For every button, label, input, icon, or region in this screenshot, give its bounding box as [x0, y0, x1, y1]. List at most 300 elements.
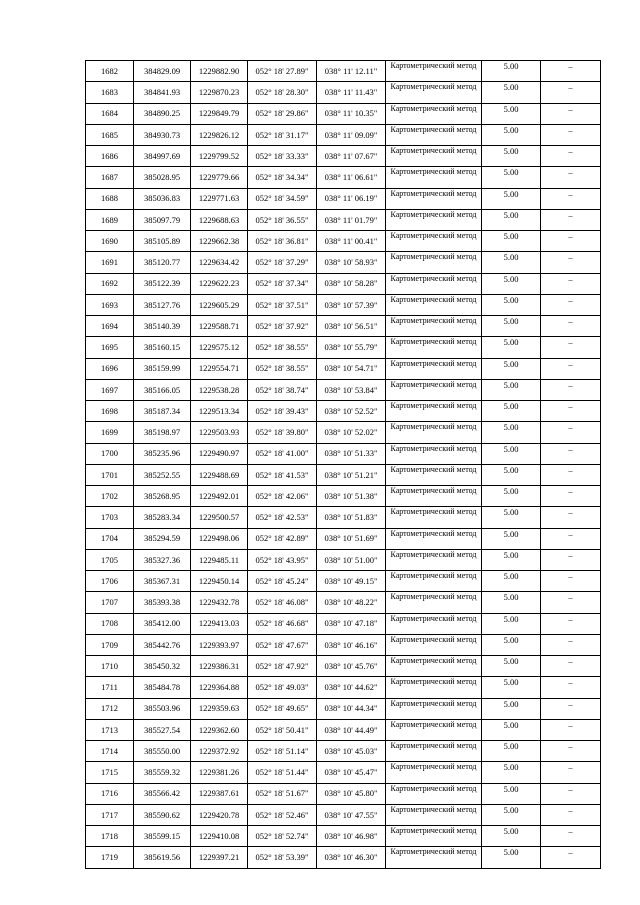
point-number-cell: 1711 [86, 677, 134, 698]
accuracy-cell: 5.00 [482, 464, 541, 485]
method-cell: Картометрический метод [386, 571, 482, 592]
latitude-cell: 052° 18' 27.89" [248, 61, 317, 82]
table-row [86, 443, 601, 464]
latitude-cell: 052° 18' 38.74" [248, 379, 317, 400]
latitude-cell: 052° 18' 42.89" [248, 528, 317, 549]
latitude-cell: 052° 18' 38.55" [248, 337, 317, 358]
longitude-cell: 038° 10' 57.39" [317, 294, 386, 315]
table-row [86, 252, 601, 273]
extra-cell: – [541, 103, 601, 124]
longitude-cell: 038° 10' 56.51" [317, 316, 386, 337]
y-coordinate-cell: 1229513.34 [191, 401, 248, 422]
table-row [86, 316, 601, 337]
x-coordinate-cell: 385450.32 [134, 656, 191, 677]
latitude-cell: 052° 18' 39.43" [248, 401, 317, 422]
y-coordinate-cell: 1229485.11 [191, 549, 248, 570]
accuracy-cell: 5.00 [482, 634, 541, 655]
method-cell: Картометрический метод [386, 103, 482, 124]
accuracy-cell: 5.00 [482, 613, 541, 634]
point-number-cell: 1687 [86, 167, 134, 188]
latitude-cell: 052° 18' 53.39" [248, 847, 317, 868]
point-number-cell: 1689 [86, 209, 134, 230]
method-cell: Картометрический метод [386, 783, 482, 804]
y-coordinate-cell: 1229490.97 [191, 443, 248, 464]
method-cell: Картометрический метод [386, 698, 482, 719]
longitude-cell: 038° 10' 54.71" [317, 358, 386, 379]
method-cell: Картометрический метод [386, 422, 482, 443]
longitude-cell: 038° 10' 46.30" [317, 847, 386, 868]
point-number-cell: 1701 [86, 464, 134, 485]
y-coordinate-cell: 1229575.12 [191, 337, 248, 358]
latitude-cell: 052° 18' 51.44" [248, 762, 317, 783]
point-number-cell: 1710 [86, 656, 134, 677]
method-cell: Картометрический метод [386, 61, 482, 82]
y-coordinate-cell: 1229503.93 [191, 422, 248, 443]
y-coordinate-cell: 1229492.01 [191, 486, 248, 507]
extra-cell: – [541, 82, 601, 103]
y-coordinate-cell: 1229588.71 [191, 316, 248, 337]
latitude-cell: 052° 18' 41.53" [248, 464, 317, 485]
longitude-cell: 038° 10' 47.18" [317, 613, 386, 634]
x-coordinate-cell: 385127.76 [134, 294, 191, 315]
method-cell: Картометрический метод [386, 358, 482, 379]
x-coordinate-cell: 385412.00 [134, 613, 191, 634]
latitude-cell: 052° 18' 45.24" [248, 571, 317, 592]
y-coordinate-cell: 1229450.14 [191, 571, 248, 592]
point-number-cell: 1709 [86, 634, 134, 655]
x-coordinate-cell: 384841.93 [134, 82, 191, 103]
longitude-cell: 038° 11' 10.35" [317, 103, 386, 124]
accuracy-cell: 5.00 [482, 783, 541, 804]
extra-cell: – [541, 337, 601, 358]
table-row [86, 379, 601, 400]
y-coordinate-cell: 1229849.79 [191, 103, 248, 124]
extra-cell: – [541, 741, 601, 762]
extra-cell: – [541, 677, 601, 698]
accuracy-cell: 5.00 [482, 209, 541, 230]
point-number-cell: 1685 [86, 124, 134, 145]
latitude-cell: 052° 18' 43.95" [248, 549, 317, 570]
x-coordinate-cell: 385160.15 [134, 337, 191, 358]
latitude-cell: 052° 18' 37.92" [248, 316, 317, 337]
point-number-cell: 1702 [86, 486, 134, 507]
latitude-cell: 052° 18' 51.14" [248, 741, 317, 762]
table-row [86, 124, 601, 145]
point-number-cell: 1688 [86, 188, 134, 209]
latitude-cell: 052° 18' 37.29" [248, 252, 317, 273]
extra-cell: – [541, 507, 601, 528]
table-row [86, 762, 601, 783]
x-coordinate-cell: 385268.95 [134, 486, 191, 507]
x-coordinate-cell: 385159.99 [134, 358, 191, 379]
latitude-cell: 052° 18' 34.59" [248, 188, 317, 209]
latitude-cell: 052° 18' 39.80" [248, 422, 317, 443]
x-coordinate-cell: 385527.54 [134, 719, 191, 740]
latitude-cell: 052° 18' 29.86" [248, 103, 317, 124]
method-cell: Картометрический метод [386, 379, 482, 400]
accuracy-cell: 5.00 [482, 103, 541, 124]
accuracy-cell: 5.00 [482, 167, 541, 188]
longitude-cell: 038° 10' 51.83" [317, 507, 386, 528]
method-cell: Картометрический метод [386, 719, 482, 740]
table-row [86, 634, 601, 655]
y-coordinate-cell: 1229372.92 [191, 741, 248, 762]
extra-cell: – [541, 634, 601, 655]
latitude-cell: 052° 18' 36.81" [248, 231, 317, 252]
accuracy-cell: 5.00 [482, 61, 541, 82]
extra-cell: – [541, 826, 601, 847]
latitude-cell: 052° 18' 33.33" [248, 146, 317, 167]
table-row [86, 103, 601, 124]
point-number-cell: 1706 [86, 571, 134, 592]
x-coordinate-cell: 385122.39 [134, 273, 191, 294]
table-row [86, 656, 601, 677]
method-cell: Картометрический метод [386, 316, 482, 337]
point-number-cell: 1719 [86, 847, 134, 868]
extra-cell: – [541, 762, 601, 783]
longitude-cell: 038° 10' 52.02" [317, 422, 386, 443]
x-coordinate-cell: 384829.09 [134, 61, 191, 82]
method-cell: Картометрический метод [386, 613, 482, 634]
method-cell: Картометрический метод [386, 337, 482, 358]
longitude-cell: 038° 10' 51.21" [317, 464, 386, 485]
longitude-cell: 038° 10' 51.00" [317, 549, 386, 570]
accuracy-cell: 5.00 [482, 422, 541, 443]
method-cell: Картометрический метод [386, 762, 482, 783]
accuracy-cell: 5.00 [482, 804, 541, 825]
extra-cell: – [541, 698, 601, 719]
point-number-cell: 1718 [86, 826, 134, 847]
latitude-cell: 052° 18' 28.30" [248, 82, 317, 103]
accuracy-cell: 5.00 [482, 294, 541, 315]
point-number-cell: 1716 [86, 783, 134, 804]
longitude-cell: 038° 10' 52.52" [317, 401, 386, 422]
table-row [86, 783, 601, 804]
latitude-cell: 052° 18' 51.67" [248, 783, 317, 804]
y-coordinate-cell: 1229799.52 [191, 146, 248, 167]
table-row [86, 592, 601, 613]
extra-cell: – [541, 847, 601, 868]
method-cell: Картометрический метод [386, 231, 482, 252]
latitude-cell: 052° 18' 49.03" [248, 677, 317, 698]
table-row [86, 486, 601, 507]
point-number-cell: 1692 [86, 273, 134, 294]
x-coordinate-cell: 385559.32 [134, 762, 191, 783]
x-coordinate-cell: 385566.42 [134, 783, 191, 804]
latitude-cell: 052° 18' 49.65" [248, 698, 317, 719]
latitude-cell: 052° 18' 46.68" [248, 613, 317, 634]
longitude-cell: 038° 10' 44.34" [317, 698, 386, 719]
point-number-cell: 1696 [86, 358, 134, 379]
table-row [86, 549, 601, 570]
accuracy-cell: 5.00 [482, 677, 541, 698]
method-cell: Картометрический метод [386, 486, 482, 507]
x-coordinate-cell: 385619.56 [134, 847, 191, 868]
table-row [86, 231, 601, 252]
longitude-cell: 038° 11' 01.79" [317, 209, 386, 230]
extra-cell: – [541, 358, 601, 379]
longitude-cell: 038° 11' 06.61" [317, 167, 386, 188]
table-row [86, 167, 601, 188]
method-cell: Картометрический метод [386, 188, 482, 209]
table-row [86, 719, 601, 740]
accuracy-cell: 5.00 [482, 719, 541, 740]
longitude-cell: 038° 10' 46.98" [317, 826, 386, 847]
point-number-cell: 1705 [86, 549, 134, 570]
longitude-cell: 038° 10' 48.22" [317, 592, 386, 613]
longitude-cell: 038° 10' 45.03" [317, 741, 386, 762]
accuracy-cell: 5.00 [482, 231, 541, 252]
point-number-cell: 1700 [86, 443, 134, 464]
x-coordinate-cell: 385484.78 [134, 677, 191, 698]
x-coordinate-cell: 385393.38 [134, 592, 191, 613]
method-cell: Картометрический метод [386, 826, 482, 847]
latitude-cell: 052° 18' 31.17" [248, 124, 317, 145]
accuracy-cell: 5.00 [482, 698, 541, 719]
latitude-cell: 052° 18' 46.08" [248, 592, 317, 613]
table-row [86, 677, 601, 698]
accuracy-cell: 5.00 [482, 82, 541, 103]
accuracy-cell: 5.00 [482, 847, 541, 868]
extra-cell: – [541, 592, 601, 613]
method-cell: Картометрический метод [386, 273, 482, 294]
method-cell: Картометрический метод [386, 549, 482, 570]
x-coordinate-cell: 385327.36 [134, 549, 191, 570]
y-coordinate-cell: 1229500.57 [191, 507, 248, 528]
point-number-cell: 1713 [86, 719, 134, 740]
x-coordinate-cell: 385283.34 [134, 507, 191, 528]
extra-cell: – [541, 422, 601, 443]
x-coordinate-cell: 385590.62 [134, 804, 191, 825]
accuracy-cell: 5.00 [482, 443, 541, 464]
extra-cell: – [541, 252, 601, 273]
method-cell: Картометрический метод [386, 677, 482, 698]
method-cell: Картометрический метод [386, 847, 482, 868]
accuracy-cell: 5.00 [482, 549, 541, 570]
table-row [86, 273, 601, 294]
longitude-cell: 038° 10' 51.33" [317, 443, 386, 464]
accuracy-cell: 5.00 [482, 528, 541, 549]
method-cell: Картометрический метод [386, 209, 482, 230]
accuracy-cell: 5.00 [482, 592, 541, 613]
point-number-cell: 1704 [86, 528, 134, 549]
longitude-cell: 038° 10' 51.69" [317, 528, 386, 549]
x-coordinate-cell: 384890.25 [134, 103, 191, 124]
point-number-cell: 1717 [86, 804, 134, 825]
y-coordinate-cell: 1229826.12 [191, 124, 248, 145]
table-row [86, 804, 601, 825]
extra-cell: – [541, 401, 601, 422]
table-row [86, 358, 601, 379]
point-number-cell: 1695 [86, 337, 134, 358]
y-coordinate-cell: 1229771.63 [191, 188, 248, 209]
y-coordinate-cell: 1229554.71 [191, 358, 248, 379]
longitude-cell: 038° 10' 45.47" [317, 762, 386, 783]
y-coordinate-cell: 1229362.60 [191, 719, 248, 740]
accuracy-cell: 5.00 [482, 571, 541, 592]
latitude-cell: 052° 18' 47.92" [248, 656, 317, 677]
y-coordinate-cell: 1229381.26 [191, 762, 248, 783]
x-coordinate-cell: 385140.39 [134, 316, 191, 337]
longitude-cell: 038° 10' 55.79" [317, 337, 386, 358]
accuracy-cell: 5.00 [482, 124, 541, 145]
latitude-cell: 052° 18' 37.51" [248, 294, 317, 315]
extra-cell: – [541, 209, 601, 230]
table-row [86, 847, 601, 868]
point-number-cell: 1707 [86, 592, 134, 613]
point-number-cell: 1697 [86, 379, 134, 400]
x-coordinate-cell: 385252.55 [134, 464, 191, 485]
table-row [86, 741, 601, 762]
y-coordinate-cell: 1229420.78 [191, 804, 248, 825]
latitude-cell: 052° 18' 37.34" [248, 273, 317, 294]
extra-cell: – [541, 719, 601, 740]
x-coordinate-cell: 385187.34 [134, 401, 191, 422]
longitude-cell: 038° 11' 11.43" [317, 82, 386, 103]
accuracy-cell: 5.00 [482, 741, 541, 762]
extra-cell: – [541, 549, 601, 570]
method-cell: Картометрический метод [386, 294, 482, 315]
accuracy-cell: 5.00 [482, 316, 541, 337]
accuracy-cell: 5.00 [482, 826, 541, 847]
extra-cell: – [541, 231, 601, 252]
y-coordinate-cell: 1229386.31 [191, 656, 248, 677]
accuracy-cell: 5.00 [482, 401, 541, 422]
y-coordinate-cell: 1229387.61 [191, 783, 248, 804]
table-row [86, 61, 601, 82]
extra-cell: – [541, 294, 601, 315]
latitude-cell: 052° 18' 42.06" [248, 486, 317, 507]
table-row [86, 401, 601, 422]
table-row [86, 613, 601, 634]
extra-cell: – [541, 188, 601, 209]
table-row [86, 528, 601, 549]
y-coordinate-cell: 1229622.23 [191, 273, 248, 294]
accuracy-cell: 5.00 [482, 252, 541, 273]
table-row [86, 422, 601, 443]
longitude-cell: 038° 10' 46.16" [317, 634, 386, 655]
latitude-cell: 052° 18' 36.55" [248, 209, 317, 230]
longitude-cell: 038° 10' 47.55" [317, 804, 386, 825]
x-coordinate-cell: 385105.89 [134, 231, 191, 252]
point-number-cell: 1690 [86, 231, 134, 252]
x-coordinate-cell: 385503.96 [134, 698, 191, 719]
y-coordinate-cell: 1229364.88 [191, 677, 248, 698]
extra-cell: – [541, 443, 601, 464]
latitude-cell: 052° 18' 50.41" [248, 719, 317, 740]
y-coordinate-cell: 1229393.97 [191, 634, 248, 655]
longitude-cell: 038° 11' 09.09" [317, 124, 386, 145]
latitude-cell: 052° 18' 41.00" [248, 443, 317, 464]
point-number-cell: 1694 [86, 316, 134, 337]
longitude-cell: 038° 10' 44.62" [317, 677, 386, 698]
x-coordinate-cell: 385198.97 [134, 422, 191, 443]
table-row [86, 188, 601, 209]
longitude-cell: 038° 10' 44.49" [317, 719, 386, 740]
extra-cell: – [541, 273, 601, 294]
point-number-cell: 1714 [86, 741, 134, 762]
longitude-cell: 038° 10' 51.38" [317, 486, 386, 507]
latitude-cell: 052° 18' 47.67" [248, 634, 317, 655]
extra-cell: – [541, 316, 601, 337]
latitude-cell: 052° 18' 38.55" [248, 358, 317, 379]
method-cell: Картометрический метод [386, 146, 482, 167]
table-row [86, 698, 601, 719]
extra-cell: – [541, 528, 601, 549]
y-coordinate-cell: 1229410.08 [191, 826, 248, 847]
table-row [86, 146, 601, 167]
method-cell: Картометрический метод [386, 82, 482, 103]
x-coordinate-cell: 384997.69 [134, 146, 191, 167]
y-coordinate-cell: 1229413.03 [191, 613, 248, 634]
method-cell: Картометрический метод [386, 804, 482, 825]
extra-cell: – [541, 571, 601, 592]
longitude-cell: 038° 10' 58.28" [317, 273, 386, 294]
point-number-cell: 1698 [86, 401, 134, 422]
point-number-cell: 1693 [86, 294, 134, 315]
longitude-cell: 038° 10' 58.93" [317, 252, 386, 273]
y-coordinate-cell: 1229634.42 [191, 252, 248, 273]
y-coordinate-cell: 1229779.66 [191, 167, 248, 188]
extra-cell: – [541, 167, 601, 188]
x-coordinate-cell: 385367.31 [134, 571, 191, 592]
x-coordinate-cell: 384930.73 [134, 124, 191, 145]
point-number-cell: 1708 [86, 613, 134, 634]
x-coordinate-cell: 385028.95 [134, 167, 191, 188]
extra-cell: – [541, 146, 601, 167]
y-coordinate-cell: 1229870.23 [191, 82, 248, 103]
extra-cell: – [541, 379, 601, 400]
latitude-cell: 052° 18' 52.74" [248, 826, 317, 847]
extra-cell: – [541, 486, 601, 507]
point-number-cell: 1712 [86, 698, 134, 719]
table-row [86, 82, 601, 103]
extra-cell: – [541, 613, 601, 634]
y-coordinate-cell: 1229662.38 [191, 231, 248, 252]
accuracy-cell: 5.00 [482, 379, 541, 400]
method-cell: Картометрический метод [386, 634, 482, 655]
accuracy-cell: 5.00 [482, 486, 541, 507]
point-number-cell: 1682 [86, 61, 134, 82]
table-row [86, 294, 601, 315]
accuracy-cell: 5.00 [482, 507, 541, 528]
table-row [86, 571, 601, 592]
longitude-cell: 038° 10' 45.76" [317, 656, 386, 677]
longitude-cell: 038° 10' 45.80" [317, 783, 386, 804]
extra-cell: – [541, 124, 601, 145]
longitude-cell: 038° 11' 06.19" [317, 188, 386, 209]
extra-cell: – [541, 783, 601, 804]
accuracy-cell: 5.00 [482, 358, 541, 379]
method-cell: Картометрический метод [386, 464, 482, 485]
longitude-cell: 038° 11' 07.67" [317, 146, 386, 167]
y-coordinate-cell: 1229605.29 [191, 294, 248, 315]
method-cell: Картометрический метод [386, 656, 482, 677]
longitude-cell: 038° 11' 12.11" [317, 61, 386, 82]
accuracy-cell: 5.00 [482, 273, 541, 294]
x-coordinate-cell: 385166.05 [134, 379, 191, 400]
method-cell: Картометрический метод [386, 741, 482, 762]
y-coordinate-cell: 1229498.06 [191, 528, 248, 549]
latitude-cell: 052° 18' 34.34" [248, 167, 317, 188]
y-coordinate-cell: 1229488.69 [191, 464, 248, 485]
y-coordinate-cell: 1229538.28 [191, 379, 248, 400]
longitude-cell: 038° 10' 53.84" [317, 379, 386, 400]
x-coordinate-cell: 385550.00 [134, 741, 191, 762]
table-row [86, 826, 601, 847]
extra-cell: – [541, 61, 601, 82]
extra-cell: – [541, 464, 601, 485]
